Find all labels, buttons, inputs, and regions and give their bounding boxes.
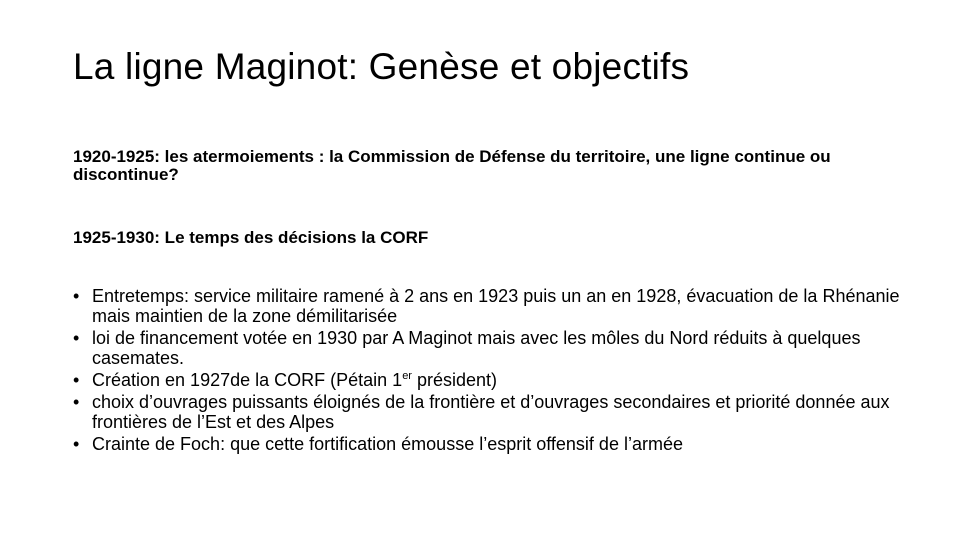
bullet-text: choix d’ouvrages puissants éloignés de la frontière et d’ouvrages secondaires et priorité donnée aux frontières de l’Est et des Alpes (92, 392, 890, 432)
bullet-text: Entretemps: service militaire ramené à 2 ans en 1923 puis un an en 1928, évacuation de la Rhénanie mais maintien de la zone démilitarisée (92, 286, 900, 326)
bullet-text: loi de financement votée en 1930 par A Maginot mais avec les môles du Nord réduits à quelques casemates. (92, 328, 861, 368)
bullet-item (73, 434, 903, 454)
bullet-symbol: • (73, 370, 80, 390)
bullet-item (73, 328, 903, 368)
bullet-symbol: • (73, 328, 80, 348)
paragraph-1920-1925: 1920-1925: les atermoiements : la Commission de Défense du territoire, une ligne continue ou discontinue? (73, 147, 831, 184)
bullet-symbol: • (73, 392, 80, 412)
bullet-item (73, 370, 903, 390)
bullet-symbol: • (73, 434, 80, 454)
bullet-symbol: • (73, 286, 80, 306)
bullet-text: Crainte de Foch: que cette fortification émousse l’esprit offensif de l’armée (92, 434, 683, 454)
bullet-text-part: Création en 1927de la CORF (Pétain 1 (92, 370, 403, 390)
bullet-item (73, 392, 903, 432)
bullet-text-part: président) (411, 370, 498, 390)
bullet-item (73, 286, 903, 326)
paragraph-1925-1930: 1925-1930: Le temps des décisions la CORF (73, 228, 429, 247)
bullet-text (92, 370, 497, 390)
bullet-list (73, 286, 903, 456)
superscript-er: er (402, 370, 412, 382)
slide-title: La ligne Maginot: Genèse et objectifs (73, 46, 690, 87)
